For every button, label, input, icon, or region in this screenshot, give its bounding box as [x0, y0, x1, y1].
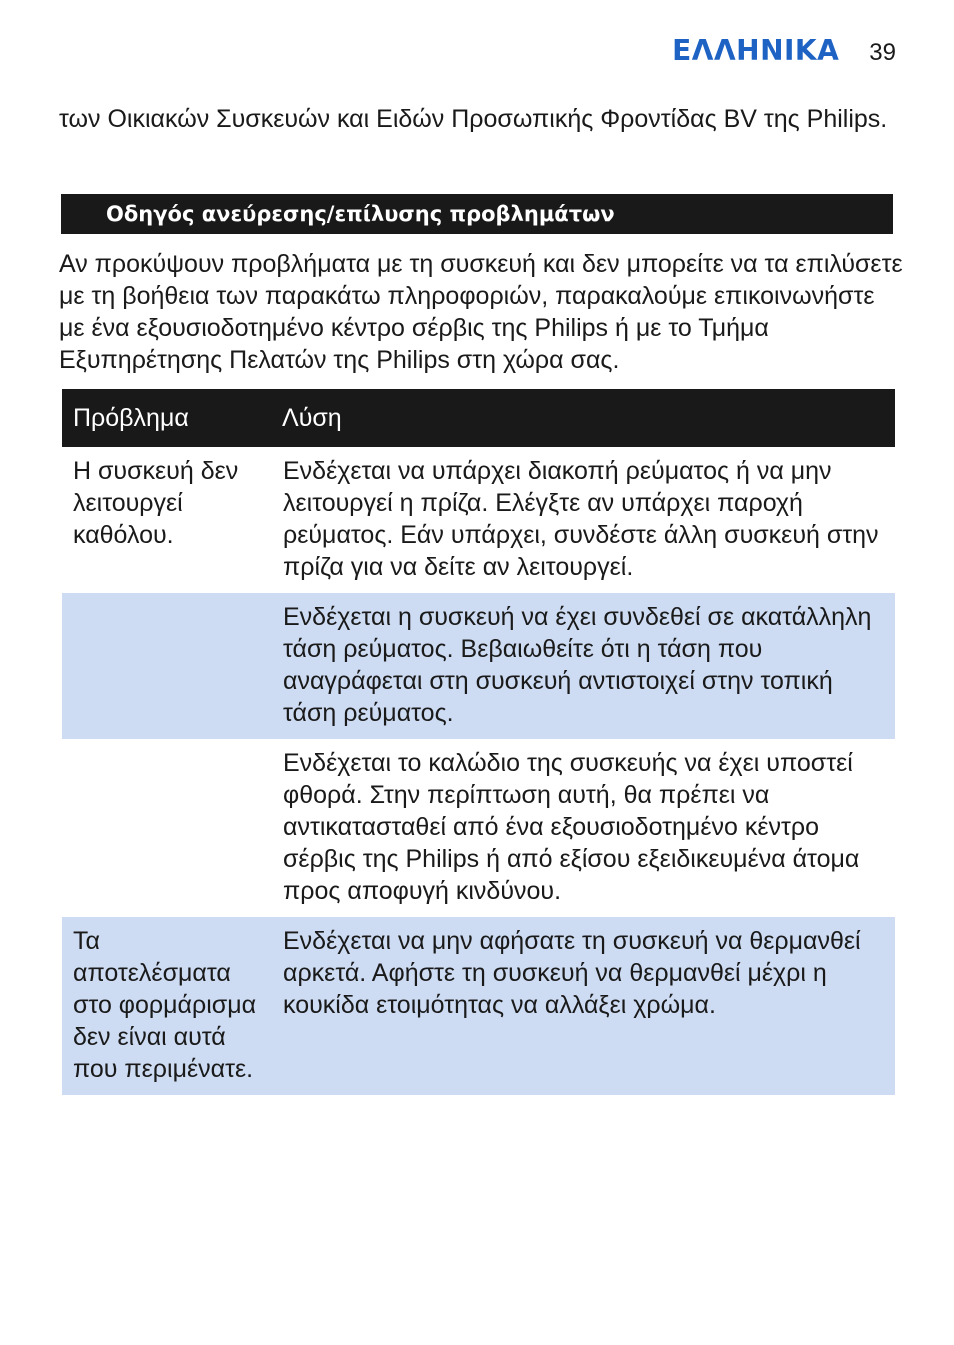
table-row	[62, 447, 895, 593]
language-label: ΕΛΛΗΝΙΚΑ	[672, 34, 840, 67]
problem-cell: Τα αποτελέσματα στο φορμάρισμα δεν είναι αυτά που περιμένατε.	[62, 917, 272, 1095]
header-problem: Πρόβλημα	[62, 389, 272, 447]
problem-cell	[62, 593, 272, 739]
page-header	[672, 34, 896, 67]
table-row	[62, 593, 895, 739]
intro-text: των Οικιακών Συσκευών και Ειδών Προσωπικής Φροντίδας BV της Philips.	[59, 105, 888, 133]
solution-cell: Ενδέχεται να μην αφήσατε τη συσκευή να θερμανθεί αρκετά. Αφήστε τη συσκευή να θερμανθεί μέχρι η κουκίδα ετοιμότητας να αλλάξει χρώμα.	[272, 917, 895, 1095]
section-heading-bar	[61, 194, 893, 234]
page-number: 39	[869, 39, 896, 66]
section-title: Οδηγός ανεύρεσης/επίλυσης προβλημάτων	[106, 202, 615, 226]
troubleshooting-table	[62, 389, 895, 1095]
table-header-row	[62, 389, 895, 447]
section-paragraph: Αν προκύψουν προβλήματα με τη συσκευή και δεν μπορείτε να τα επιλύσετε με τη βοήθεια των παρακάτω πληροφοριών, παρακαλούμε επικοινωνήστε με ένα εξουσιοδοτημένο κέντρο σέρβις της Philips ή με το Τμήμα Εξυπηρέτησης Πελατών της Philips στη χώρα σας.	[59, 250, 903, 374]
solution-cell: Ενδέχεται η συσκευή να έχει συνδεθεί σε ακατάλληλη τάση ρεύματος. Βεβαιωθείτε ότι η τάση που αναγράφεται στη συσκευή αντιστοιχεί στην τοπική τάση ρεύματος.	[272, 593, 895, 739]
solution-cell: Ενδέχεται το καλώδιο της συσκευής να έχει υποστεί φθορά. Στην περίπτωση αυτή, θα πρέπει να αντικατασταθεί από ένα εξουσιοδοτημένο κέντρο σέρβις της Philips ή από εξίσου εξειδικευμένα άτομα προς αποφυγή κινδύνου.	[272, 739, 895, 917]
header-solution: Λύση	[272, 389, 895, 447]
table-row	[62, 739, 895, 917]
problem-cell	[62, 739, 272, 917]
problem-cell: Η συσκευή δεν λειτουργεί καθόλου.	[62, 447, 272, 593]
solution-cell: Ενδέχεται να υπάρχει διακοπή ρεύματος ή να μην λειτουργεί η πρίζα. Ελέγξτε αν υπάρχει παροχή ρεύματος. Εάν υπάρχει, συνδέστε άλλη συσκευή στην πρίζα για να δείτε αν λειτουργεί.	[272, 447, 895, 593]
table-row	[62, 917, 895, 1095]
